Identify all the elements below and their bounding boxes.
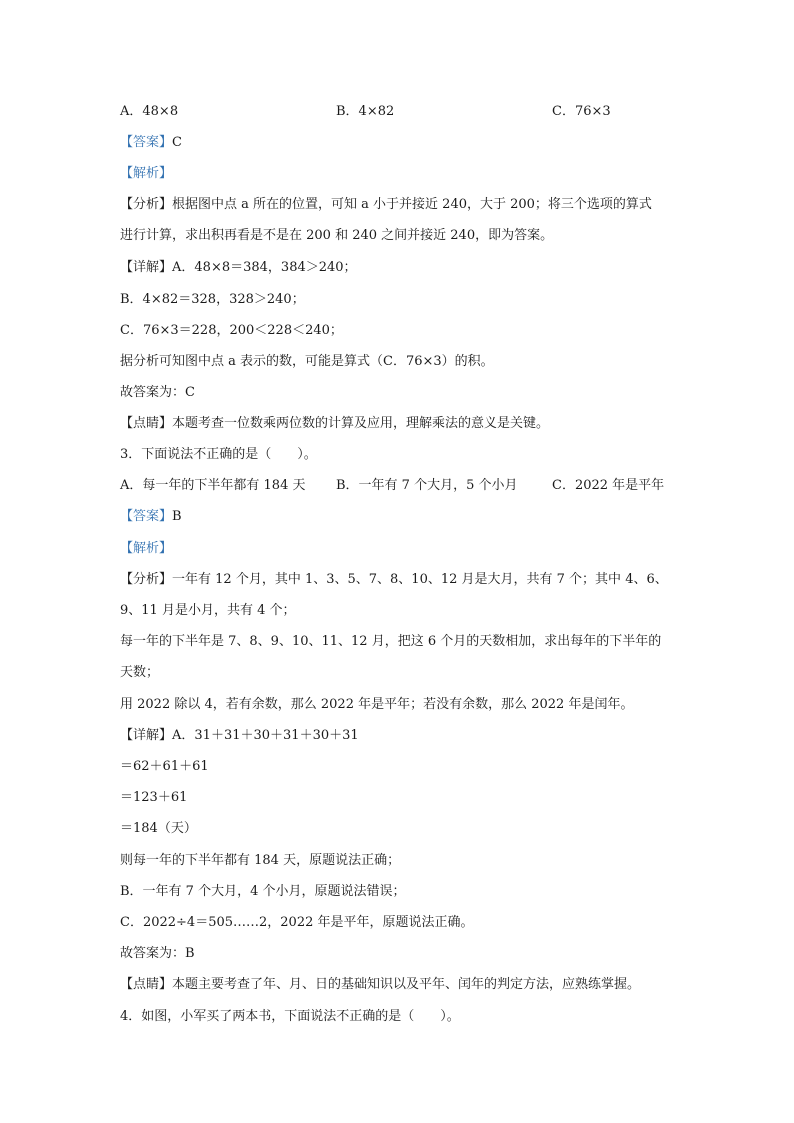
q3-xiangjie-text-1: A．31＋31＋30＋31＋30＋31 <box>172 728 359 743</box>
q4-stem: 4．如图，小军买了两本书，下面说法不正确的是（ ）。 <box>120 1009 460 1024</box>
q2-answer: C <box>172 135 182 150</box>
dianjing-tag: 【点睛】 <box>120 977 173 992</box>
xiangjie-tag: 【详解】 <box>120 728 173 743</box>
q2-conclusion: 据分析可知图中点 a 表示的数，可能是算式（C．76×3）的积。 <box>120 354 494 369</box>
xiangjie-tag: 【详解】 <box>120 260 173 275</box>
q3-calc-2: ＝123＋61 <box>120 790 188 805</box>
q3-jiexi-tag: 【解析】 <box>120 541 173 556</box>
q3-calc-1: ＝62＋61＋61 <box>120 759 209 774</box>
q2-line-c: C．76×3＝228，200＜228＜240； <box>120 323 343 338</box>
q3-fenxi-line-1 <box>120 571 668 589</box>
q2-fenxi-line-2: 进行计算，求出积再看是不是在 200 和 240 之间并接近 240，即为答案。 <box>120 228 554 243</box>
q2-dianjing-text: 本题考查一位数乘两位数的计算及应用，理解乘法的意义是关键。 <box>172 416 550 431</box>
q2-jiexi-tag: 【解析】 <box>120 166 173 181</box>
q3-stem: 3．下面说法不正确的是（ ）。 <box>120 447 317 462</box>
q3-final: 故答案为：B <box>120 946 195 961</box>
fenxi-tag: 【分析】 <box>120 572 173 587</box>
fenxi-tag: 【分析】 <box>120 197 173 212</box>
q3-dianjing-text: 本题主要考查了年、月、日的基础知识以及平年、闰年的判定方法，应熟练掌握。 <box>172 977 641 992</box>
q2-dianjing-line <box>120 415 549 433</box>
q3-fenxi-text-1: 一年有 12 个月，其中 1、3、5、7、8、10、12 月是大月，共有 7 个；其中 4、6、 <box>172 572 668 587</box>
q3-answer-line <box>120 508 182 526</box>
q3-dianjing-line <box>120 976 640 994</box>
q3-fenxi-line-4: 天数； <box>120 665 160 680</box>
q2-xiangjie-text-1: A．48×8＝384，384＞240； <box>172 260 357 275</box>
q3-calc-4: 则每一年的下半年都有 184 天，原题说法正确； <box>120 853 401 868</box>
q3-option-b: B．一年有 7 个大月，5 个小月 <box>336 478 518 493</box>
dianjing-tag: 【点睛】 <box>120 416 173 431</box>
q2-option-b: B．4×82 <box>336 104 395 119</box>
q2-answer-line <box>120 134 182 152</box>
q2-fenxi-line-1 <box>120 196 652 214</box>
q2-final: 故答案为：C <box>120 385 195 400</box>
q2-option-c: C．76×3 <box>552 104 611 119</box>
q3-line-c: C．2022÷4＝505……2，2022 年是平年，原题说法正确。 <box>120 915 474 930</box>
q3-line-b: B．一年有 7 个大月，4 个小月，原题说法错误； <box>120 884 406 899</box>
answer-tag: 【答案】 <box>120 135 173 150</box>
q3-fenxi-line-2: 9、11 月是小月，共有 4 个； <box>120 603 296 618</box>
answer-tag: 【答案】 <box>120 509 173 524</box>
q3-answer: B <box>172 509 182 524</box>
q2-xiangjie-line-1 <box>120 259 357 277</box>
q2-option-a: A．48×8 <box>120 104 179 119</box>
q3-option-a: A．每一年的下半年都有 184 天 <box>120 478 306 493</box>
q2-fenxi-text-1: 根据图中点 a 所在的位置，可知 a 小于并接近 240，大于 200；将三个选项的算式 <box>172 197 652 212</box>
q3-fenxi-line-5: 用 2022 除以 4，若有余数，那么 2022 年是平年；若没有余数，那么 2022 年是闰年。 <box>120 697 634 712</box>
q3-fenxi-line-3: 每一年的下半年是 7、8、9、10、11、12 月，把这 6 个月的天数相加，求出每年的下半年的 <box>120 634 662 649</box>
q3-calc-3: ＝184（天） <box>120 821 197 836</box>
q2-line-b: B．4×82＝328，328＞240； <box>120 292 305 307</box>
q3-option-c: C．2022 年是平年 <box>552 478 665 493</box>
q3-xiangjie-line-1 <box>120 727 359 745</box>
